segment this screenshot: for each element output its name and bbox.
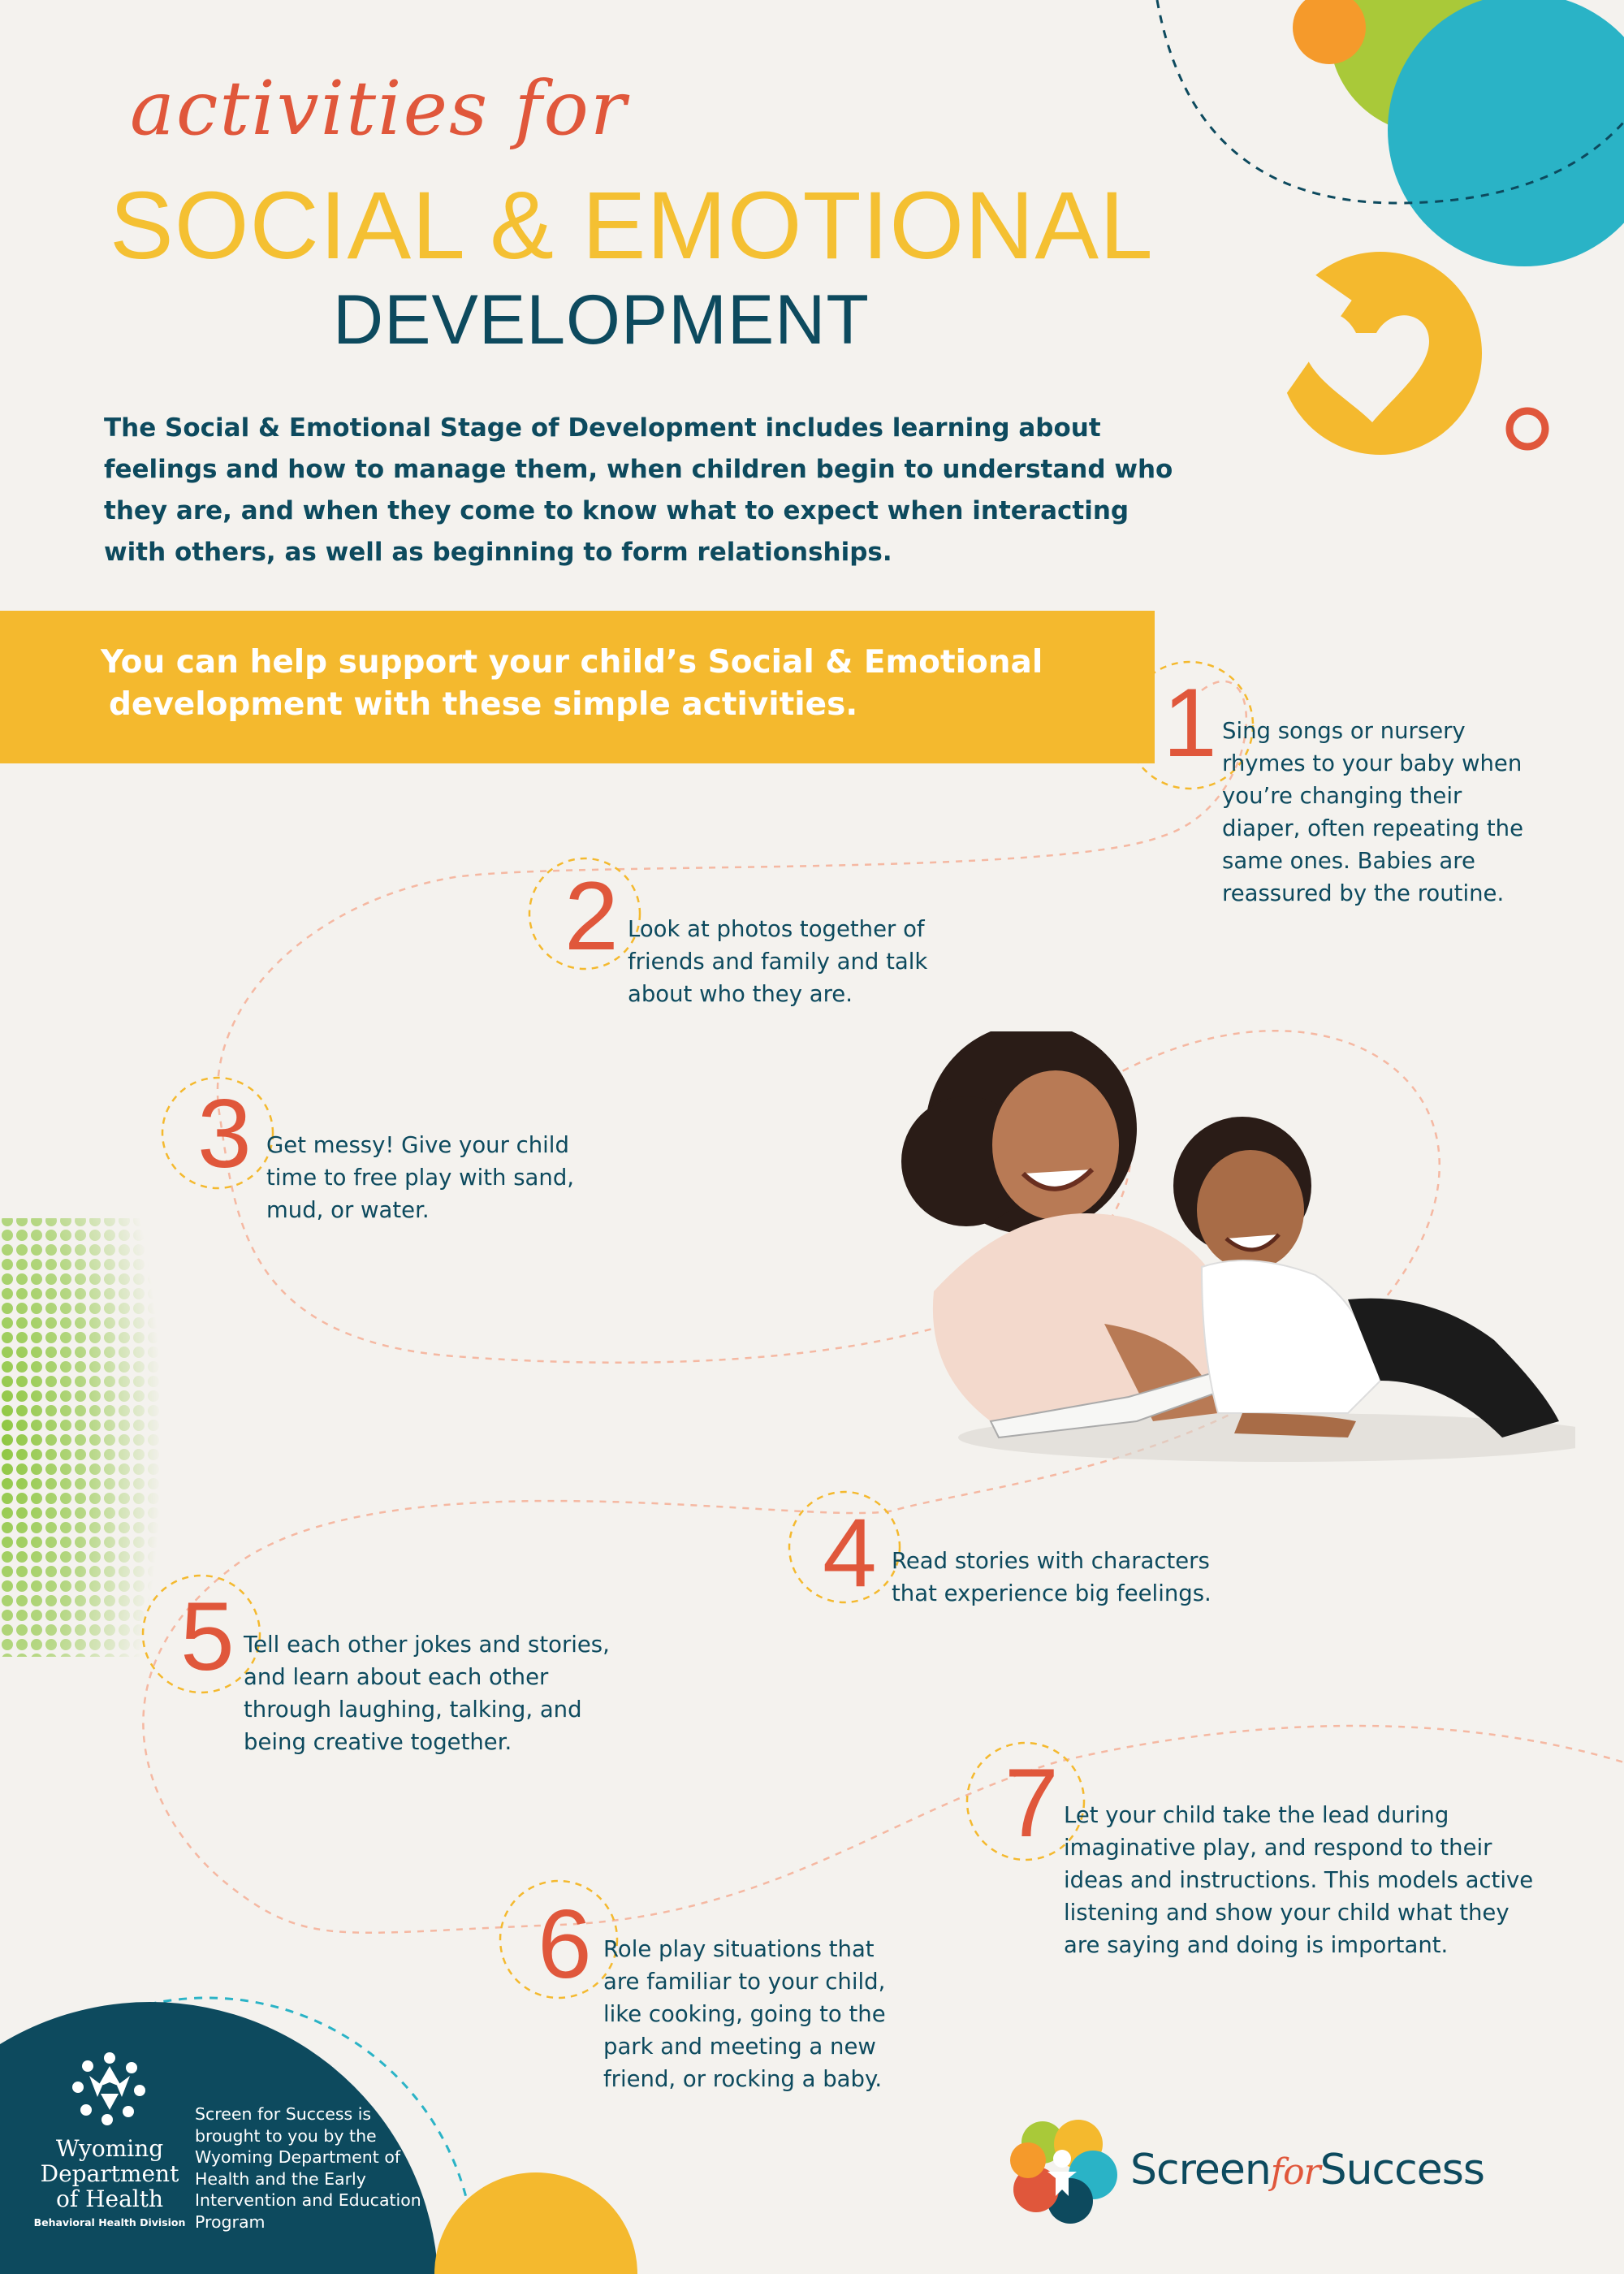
banner-line-1: You can help support your child’s Social & Emotional — [101, 644, 1043, 681]
title-main: SOCIAL & EMOTIONAL — [110, 172, 1154, 279]
brand-screen: Screen — [1130, 2146, 1271, 2194]
flower-logo-icon — [1004, 2112, 1125, 2233]
banner-line-2: development with these simple activities. — [109, 686, 858, 723]
activity-text-3: Get messy! Give your child time to free play with sand, mud, or water. — [266, 1132, 575, 1223]
org-name: Wyoming Department of Health — [40, 2135, 179, 2212]
title-script: activities for — [130, 65, 628, 152]
activity-number-1: 1 — [1163, 668, 1217, 777]
activity-number-3: 3 — [197, 1079, 252, 1188]
activity-text-2: Look at photos together of friends and family and talk about who they are. — [628, 916, 928, 1007]
halftone-dots — [0, 1218, 162, 1657]
activity-number-2: 2 — [564, 862, 619, 971]
banner-text — [101, 642, 1124, 726]
brand-success: Success — [1320, 2146, 1484, 2194]
screen-for-success-logo — [1004, 2112, 1507, 2233]
intro-paragraph: The Social & Emotional Stage of Development includes learning about feelings and how to manage them, when children begin to understand who they are, and when they come to know what to expect when interacting with others, as well as beginning to form relationships. — [104, 413, 1173, 567]
activity-number-5: 5 — [180, 1582, 235, 1691]
orange-ring — [1510, 411, 1545, 447]
org-division: Behavioral Health Division — [33, 2216, 186, 2229]
activity-text-5: Tell each other jokes and stories, and learn about each other through laughing, talking, and being creative together. — [244, 1632, 610, 1755]
activity-number-6: 6 — [538, 1890, 592, 1999]
activity-text-1: Sing songs or nursery rhymes to your baby when you’re changing their diaper, often repeating the same ones. Babies are reassured by the routine. — [1222, 718, 1524, 906]
wyoming-doh-logo — [32, 2047, 187, 2229]
activity-text-6: Role play situations that are familiar to your child, like cooking, going to the park and meeting a new friend, or rocking a baby. — [603, 1936, 886, 2092]
people-circle-icon — [65, 2047, 154, 2128]
footer-credit: Screen for Success is brought to you by the Wyoming Department of Health and the Early Intervention and Education Program — [195, 2104, 421, 2232]
yellow-bottom-circle — [434, 2172, 637, 2274]
activity-text-7: Let your child take the lead during imaginative play, and respond to their ideas and instructions. This models active listening and show your child what they are saying and doing is important. — [1064, 1802, 1534, 1958]
mother-child-reading-illustration — [861, 1031, 1575, 1486]
activity-text-4: Read stories with characters that experience big feelings. — [892, 1548, 1212, 1606]
brand-wordmark — [1130, 2146, 1484, 2194]
activity-number-4: 4 — [823, 1498, 877, 1607]
teal-circle — [1388, 0, 1624, 266]
brand-for: for — [1270, 2151, 1320, 2193]
activity-number-7: 7 — [1004, 1749, 1059, 1857]
title-sub: DEVELOPMENT — [333, 281, 870, 359]
